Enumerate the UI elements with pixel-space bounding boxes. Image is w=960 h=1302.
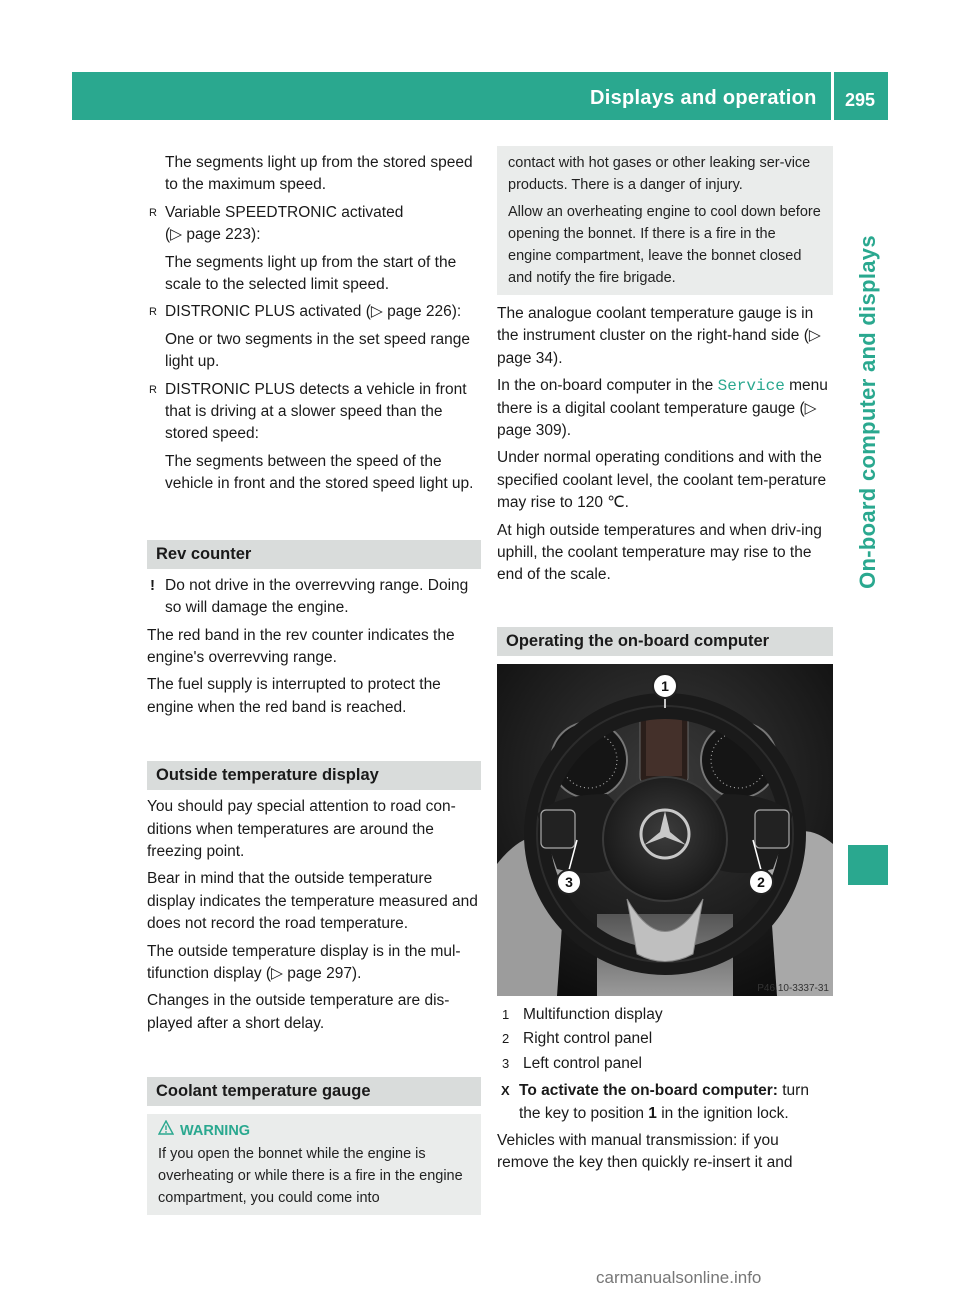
paragraph: Changes in the outside temperature are dis-played after a short delay. — [147, 992, 450, 1032]
callout-number: 3 — [502, 1055, 510, 1071]
warning-text: If you open the bonnet while the engine is overheating or while there is a fire in the engine compartment, you could come into — [158, 1146, 463, 1207]
exclamation-icon: ! — [150, 576, 155, 594]
bullet-detail: One or two segments in the set speed range light up. — [165, 330, 471, 371]
warning-box — [147, 1114, 481, 1215]
bullet-text: DISTRONIC PLUS activated (▷ page 226): — [165, 303, 462, 321]
svg-text:2: 2 — [757, 873, 765, 890]
paragraph: The outside temperature display is in the mul-tifunction display (▷ page 297). — [147, 942, 461, 982]
paragraph: At high outside temperatures and when driv-ing uphill, the coolant temperature may rise to the end of the scale. — [497, 521, 822, 584]
warning-text: Allow an overheating engine to cool down before opening the bonnet. If there is a fire in the engine compartment, leave the bonnet closed and notify the fire brigade. — [508, 204, 821, 286]
paragraph: Under normal operating conditions and with the specified coolant level, the coolant tem-perature may rise to 120 ℃. — [497, 449, 827, 512]
side-tab-marker — [848, 845, 888, 885]
svg-text:1: 1 — [661, 677, 669, 694]
callout-item — [497, 1053, 833, 1075]
note — [147, 575, 481, 620]
warning-title: WARNING — [180, 1123, 251, 1140]
section-heading-rev-counter: Rev counter — [147, 540, 481, 569]
callout-label: Left control panel — [523, 1054, 642, 1072]
section-heading-operating: Operating the on-board computer — [497, 627, 833, 656]
bullet-icon: R — [149, 306, 157, 319]
menu-name-service: Service — [717, 377, 785, 396]
paragraph: The fuel supply is interrupted to protect the engine when the red band is reached. — [147, 676, 441, 716]
callout-label: Multifunction display — [523, 1005, 663, 1023]
steering-wheel-image — [497, 664, 833, 996]
intro-text: The segments light up from the stored speed to the maximum speed. — [165, 154, 473, 194]
paragraph: You should pay special attention to road con-ditions when temperatures are around the freezing point. — [147, 798, 456, 860]
step-arrow-icon: X — [501, 1083, 510, 1099]
instruction-step: X To activate the on-board computer: turn the key to position 1 in the ignition lock. — [501, 1082, 809, 1122]
section-heading-outside-temperature: Outside temperature display — [147, 761, 481, 790]
header-divider — [831, 72, 834, 120]
callout-label: Right control panel — [523, 1030, 653, 1048]
paragraph: Bear in mind that the outside temperature display indicates the temperature measured and does not record the road temperature. — [147, 870, 478, 933]
list-item — [147, 301, 481, 373]
callout-item — [497, 1004, 833, 1026]
page-number: 295 — [845, 90, 876, 110]
svg-text:3: 3 — [565, 873, 573, 890]
callout-number: 2 — [502, 1031, 510, 1047]
callout-item — [497, 1028, 833, 1050]
warning-icon — [158, 1120, 180, 1142]
callout-number: 1 — [502, 1006, 510, 1022]
warning-text: contact with hot gases or other leaking ser-vice products. There is a danger of injury. — [508, 155, 811, 193]
image-code: P46.10-3337-31 — [757, 982, 829, 994]
watermark: carmanualsonline.info — [596, 1268, 762, 1287]
left-column — [147, 152, 481, 1215]
page-ref[interactable]: (▷ page 223): — [165, 226, 261, 244]
warning-box-continued — [497, 146, 833, 295]
page-header-title: Displays and operation — [590, 87, 817, 109]
bullet-detail: The segments between the speed of the vehicle in front and the stored speed light up. — [165, 452, 474, 493]
section-heading-coolant: Coolant temperature gauge — [147, 1077, 481, 1106]
note-text: Do not drive in the overrevving range. Doing so will damage the engine. — [165, 576, 469, 617]
right-column — [497, 152, 833, 1175]
bullet-icon: R — [149, 383, 157, 396]
paragraph: In the on-board computer in the Service menu there is a digital coolant temperature gauge (▷ page 309). — [497, 377, 828, 440]
bullet-icon: R — [149, 206, 157, 219]
paragraph: Vehicles with manual transmission: if you remove the key then quickly re-insert it and — [497, 1131, 793, 1172]
paragraph: The red band in the rev counter indicates the engine's overrevving range. — [147, 626, 455, 666]
step-title: To activate the on-board computer: — [519, 1082, 778, 1100]
bullet-text: Variable SPEEDTRONIC activated — [165, 203, 404, 221]
bullet-text: DISTRONIC PLUS detects a vehicle in front that is driving at a slower speed than the stored speed: — [165, 380, 467, 443]
list-item — [147, 379, 481, 496]
list-item — [147, 202, 481, 297]
paragraph: The analogue coolant temperature gauge is in the instrument cluster on the right-hand side (▷ page 34). — [497, 305, 821, 367]
side-tab-label: On-board computer and displays — [855, 235, 880, 589]
bullet-detail: The segments light up from the start of the scale to the selected limit speed. — [165, 253, 457, 294]
